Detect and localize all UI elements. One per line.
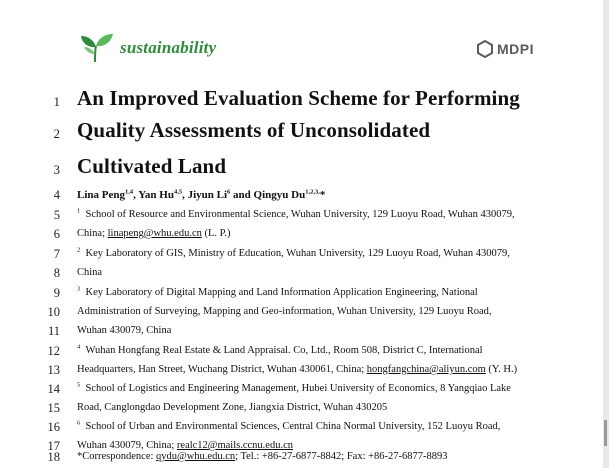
line-number: 12 (47, 344, 60, 358)
affiliation-text: $^1$ School of Resource and Environmental Science, Wuhan University, 129 Luoyu Road, Wuhan 430079, (77, 207, 515, 220)
journal-logo (80, 33, 216, 63)
affiliation-text: $^4$ Wuhan Hongfang Real Estate & Land Appraisal. Co, Ltd., Room 508, District C, International (77, 343, 483, 356)
author-list: Lina Peng$^{1,4}$, Yan Hu$^{4,5}$, Jiyun Li$^6$ and Qingyu $Du^{1,2,3,}*$ (77, 188, 326, 201)
line-number: 6 (53, 227, 60, 241)
line-number: 11 (47, 324, 60, 338)
author-name: Yan Hu (138, 189, 174, 201)
author-name: Jiyun Li (187, 189, 228, 201)
page-edge (603, 0, 609, 468)
line-number: 2 (53, 126, 60, 141)
line-number: 10 (47, 305, 60, 319)
affiliation-text: $^2$ Key Laboratory of GIS, Ministry of Education, Wuhan University, 129 Luoyu Road, Wuhan 430079, (77, 246, 510, 259)
affiliation-text: Administration of Surveying, Mapping and Geo-information, Wuhan University, 129 Luoyu Road, (77, 306, 492, 317)
line-number: 3 (53, 162, 60, 177)
author-name: Qingyu Du (253, 189, 306, 201)
email-link[interactable]: linapeng@whu.edu.cn (107, 228, 202, 239)
line-number: 13 (47, 363, 60, 377)
affiliation-text: Wuhan 430079, China (77, 325, 172, 336)
author-affiliation-sup: 6 (227, 188, 231, 196)
line-number: 4 (53, 188, 60, 202)
line-number: 9 (53, 286, 60, 300)
journal-name: sustainability (120, 38, 217, 57)
author-affiliation-sup: 1,4 (124, 188, 134, 196)
paper-title: An Improved Evaluation Scheme for Performing (77, 86, 520, 110)
email-link[interactable]: realc12@mails.ccnu.edu.cn (176, 440, 293, 451)
paper-title: Cultivated Land (77, 154, 227, 178)
publisher-name: MDPI (497, 41, 534, 57)
paper-title: Quality Assessments of Unconsolidated (77, 118, 431, 142)
mdpi-hexagon-icon (477, 40, 493, 58)
affiliation-text: Road, Canglongdao Development Zone, Jiangxia District, Wuhan 430205 (77, 402, 388, 413)
affiliation-text: $^3$ Key Laboratory of Digital Mapping and Land Information Application Engineering, National (77, 285, 478, 298)
affiliation-text: Wuhan 430079, China; realc12@mails.ccnu.edu.cn (77, 440, 293, 451)
leaf-icon (80, 33, 114, 63)
line-number: 15 (47, 401, 60, 415)
author-affiliation-sup: 1,2,3, (305, 188, 320, 196)
line-number: 14 (47, 382, 60, 396)
author-name: Lina Peng (77, 189, 125, 201)
line-number: 17 (47, 439, 60, 453)
email-link[interactable]: hongfangchina@aliyun.com (366, 364, 486, 375)
email-link[interactable]: qydu@whu.edu.cn (156, 451, 236, 462)
scroll-mark (604, 420, 607, 446)
correspondence-text: *Correspondence: qydu@whu.edu.cn; Tel.: +86-27-6877-8842; Fax: +86-27-6877-8893 (77, 451, 448, 462)
line-number: 8 (53, 266, 60, 280)
line-number: 7 (53, 247, 60, 261)
affiliation-text: China; linapeng@whu.edu.cn (L. P.) (77, 228, 231, 239)
author-affiliation-sup: 4,5 (173, 188, 183, 196)
affiliation-text: Headquarters, Han Street, Wuchang District, Wuhan 430061, China; hongfangchina@aliyun.com (Y. H.) (77, 364, 518, 375)
line-number: 18 (47, 450, 60, 464)
affiliation-text: $^6$ School of Urban and Environmental Sciences, Central China Normal University, 152 Luoyu Road, (77, 419, 501, 432)
affiliation-text: China (77, 267, 103, 278)
publisher-logo (477, 40, 534, 58)
affiliation-text: $^5$ School of Logistics and Engineering Management, Hubei University of Economics, 8 Yangqiao Lake (77, 381, 511, 394)
line-number: 5 (53, 208, 60, 222)
line-number: 16 (47, 420, 60, 434)
line-number: 1 (53, 94, 60, 109)
